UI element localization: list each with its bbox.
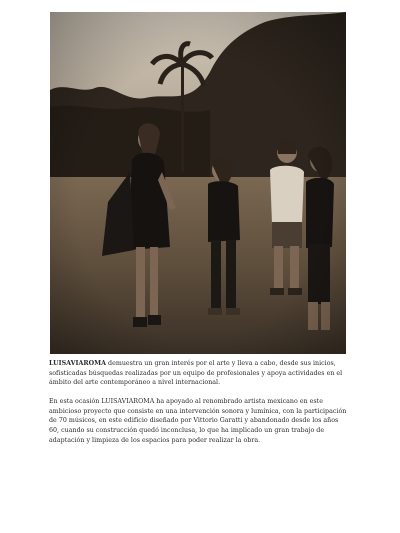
paragraph-1-text: demuestra un gran interés por el arte y lleva a cabo, desde sus inicios, sofisticadas búsquedas realizadas por un equipo de profesionales y apoya actividades en el ámbito del arte contemporáneo a nivel internacional. — [49, 360, 343, 387]
paragraph-2: En esta ocasión LUISAVIAROMA ha apoyado al renombrado artista mexicano en este ambicioso proyecto que consiste en una intervención sonora y lumínica, con la participación de 70 músicos, en este edificio diseñado por Vittorio Garatti y abandonado desde los años 60, cuando su construcción quedó inconclusa, lo que ha implicado un gran trabajo de adaptación y limpieza de los espacios para poder realizar la obra. — [49, 398, 347, 444]
brand-name: LUISAVIAROMA — [49, 360, 107, 367]
article-body — [49, 359, 349, 455]
paragraph-1 — [49, 359, 349, 388]
sepia-group-photo — [50, 12, 346, 354]
article-photo — [50, 12, 346, 354]
vignette — [50, 12, 346, 354]
photo-edge-notch — [346, 232, 349, 240]
